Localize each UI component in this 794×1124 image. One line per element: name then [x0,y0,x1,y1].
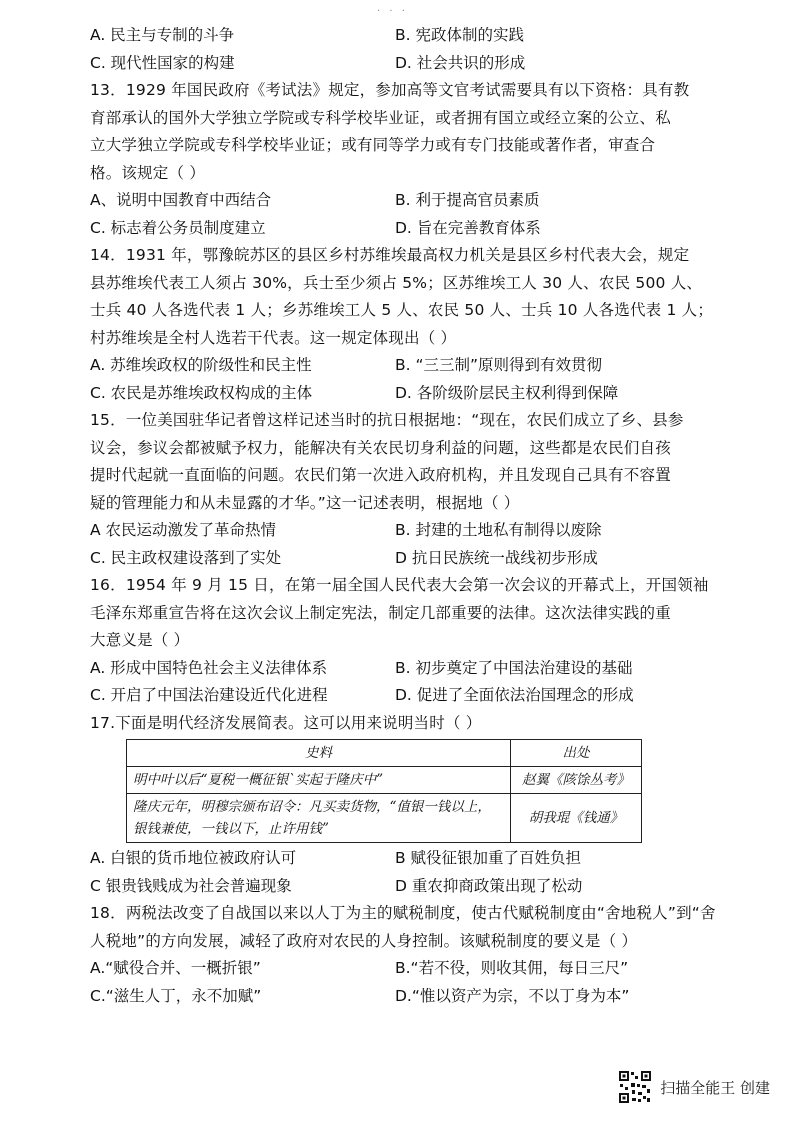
table-header-cell: 史料 [127,740,511,767]
option-row [90,22,700,50]
table-cell-text: 明中叶以后“夏税一概征银`实起于隆庆中” [127,767,511,794]
option-a: A. 白银的货币地位被政府认可 [90,849,297,867]
option-row [90,545,700,573]
option-d: D 抗日民族统一战线初步形成 [395,548,598,567]
question-stem-line: 士兵 40 人各选代表 1 人；乡苏维埃工人 5 人、农民 50 人、士兵 10 人各选代表 1 人； [90,301,714,319]
question-15 [90,407,700,572]
option-row [90,187,700,215]
option-c: C 银贵钱贱成为社会普遍现象 [90,876,292,895]
option-row [90,682,700,710]
option-b: B. 利于提高官员素质 [395,191,540,209]
table-cell-source: 胡我琨《钱通》 [511,794,642,843]
table-row [127,767,642,794]
question-14 [90,242,714,407]
question-stem-line: 18．两税法改变了自战国以来以人丁为主的赋税制度，使古代赋税制度由“舍地税人”到“舍 [90,904,716,922]
question-17 [90,710,700,901]
question-stem-line: 15．一位美国驻华记者曾这样记述当时的抗日根据地：“现在，农民们成立了乡、县参 [90,411,684,429]
question-stem-line: 大意义是（ ） [90,631,190,649]
question-stem-line: 14．1931 年，鄂豫皖苏区的县区乡村苏维埃最高权力机关是县区乡村代表大会，规定 [90,246,690,264]
qr-code-icon [618,1070,652,1104]
table-header-cell: 出处 [511,740,642,767]
table-cell-source: 赵翼《陔馀丛考》 [511,767,642,794]
option-row [90,655,700,683]
option-c: C. 农民是苏维埃政权构成的主体 [90,383,313,402]
option-a: A、说明中国教育中西结合 [90,191,272,209]
option-c: C. 现代性国家的构建 [90,53,235,72]
option-d: D. 旨在完善教育体系 [395,218,541,237]
option-row [90,983,700,1011]
option-a: A 农民运动激发了革命热情 [90,521,277,539]
question-stem-line: 县苏维埃代表工人须占 30%，兵士至少须占 5%；区苏维埃工人 30 人、农民 500 人、 [90,273,703,292]
question-stem-line: 13．1929 年国民政府《考试法》规定，参加高等文官考试需要具有以下资格：具有教 [90,81,690,99]
option-b: B. 封建的土地私有制得以废除 [395,521,602,539]
option-b: B. 宪政体制的实践 [395,26,524,44]
option-c: C. 标志着公务员制度建立 [90,218,266,237]
question-stem-line: 村苏维埃是全村人选若干代表。这一规定体现出（ ） [90,328,457,347]
option-row [90,517,700,545]
option-b: B.“若不役，则收其佣，每日三尺” [395,959,629,977]
scan-artifact: · · · [377,6,408,17]
option-b: B. “三三制”原则得到有效贯彻 [395,356,603,374]
question-stem-line: 提时代起就一直面临的问题。农民们第一次进入政府机构，并且发现自己具有不容置 [90,466,671,484]
table-cell-text: 隆庆元年，明穆宗颁布诏令：凡买卖货物，“值银一钱以上，银钱兼使，一钱以下，止许用钱” [127,794,511,843]
table-row [127,794,642,843]
question-stem-line: 人税地”的方向发展，减轻了政府对农民的人身控制。该赋税制度的要义是（ ） [90,931,638,950]
option-c: C. 开启了中国法治建设近代化进程 [90,686,328,704]
option-a: A. 形成中国特色社会主义法律体系 [90,658,328,677]
option-row [90,352,700,380]
option-row [90,215,700,243]
source-table [126,739,642,843]
scanner-watermark [618,1070,770,1104]
question-stem-line: 毛泽东郑重宣告将在这次会议上制定宪法，制定几部重要的法律。这次法律实践的重 [90,603,671,622]
option-row [90,955,700,983]
exam-page [90,22,716,1010]
option-row [90,845,700,873]
option-d: D.“惟以资产为宗，不以丁身为本” [395,986,630,1005]
question-stem-line: 议会，参议会都被赋予权力，能解决有关农民切身利益的问题，这些都是农民们自孩 [90,438,671,457]
option-row [90,50,700,78]
option-d: D 重农抑商政策出现了松动 [395,876,583,895]
option-d: D. 各阶级阶层民主权利得到保障 [395,383,619,402]
question-18 [90,900,716,1010]
question-stem-line: 格。该规定（ ） [90,163,206,182]
question-13 [90,77,700,242]
question-stem-line: 疑的管理能力和从未显露的才华。”这一记述表明，根据地（ ） [90,493,520,512]
option-a: A. 民主与专制的斗争 [90,26,235,44]
option-c: C. 民主政权建设落到了实处 [90,548,282,567]
watermark-text: 扫描全能王 创建 [660,1078,770,1097]
option-d: D. 促进了全面依法治国理念的形成 [395,686,634,704]
question-stem-line: 17.下面是明代经济发展简表。这可以用来说明当时（ ） [90,713,482,732]
option-a: A.“赋役合并、一概折银” [90,959,261,977]
option-a: A. 苏维埃政权的阶级性和民主性 [90,356,312,374]
question-stem-line: 立大学独立学院或专科学校毕业证；或有同等学力或有专门技能或著作者，审查合 [90,136,656,154]
option-row [90,380,700,408]
option-d: D. 社会共识的形成 [395,53,526,72]
option-b: B. 初步奠定了中国法治建设的基础 [395,658,633,677]
question-stem-line: 16．1954 年 9 月 15 日，在第一届全国人民代表大会第一次会议的开幕式上，开国领袖 [90,576,709,594]
table-header-row [127,740,642,767]
question-stem-line: 育部承认的国外大学独立学院或专科学校毕业证，或者拥有国立或经立案的公立、私 [90,108,671,127]
question-16 [90,572,709,710]
option-row [90,873,700,901]
option-c: C.“滋生人丁，永不加赋” [90,986,262,1005]
option-b: B 赋役征银加重了百姓负担 [395,849,582,867]
